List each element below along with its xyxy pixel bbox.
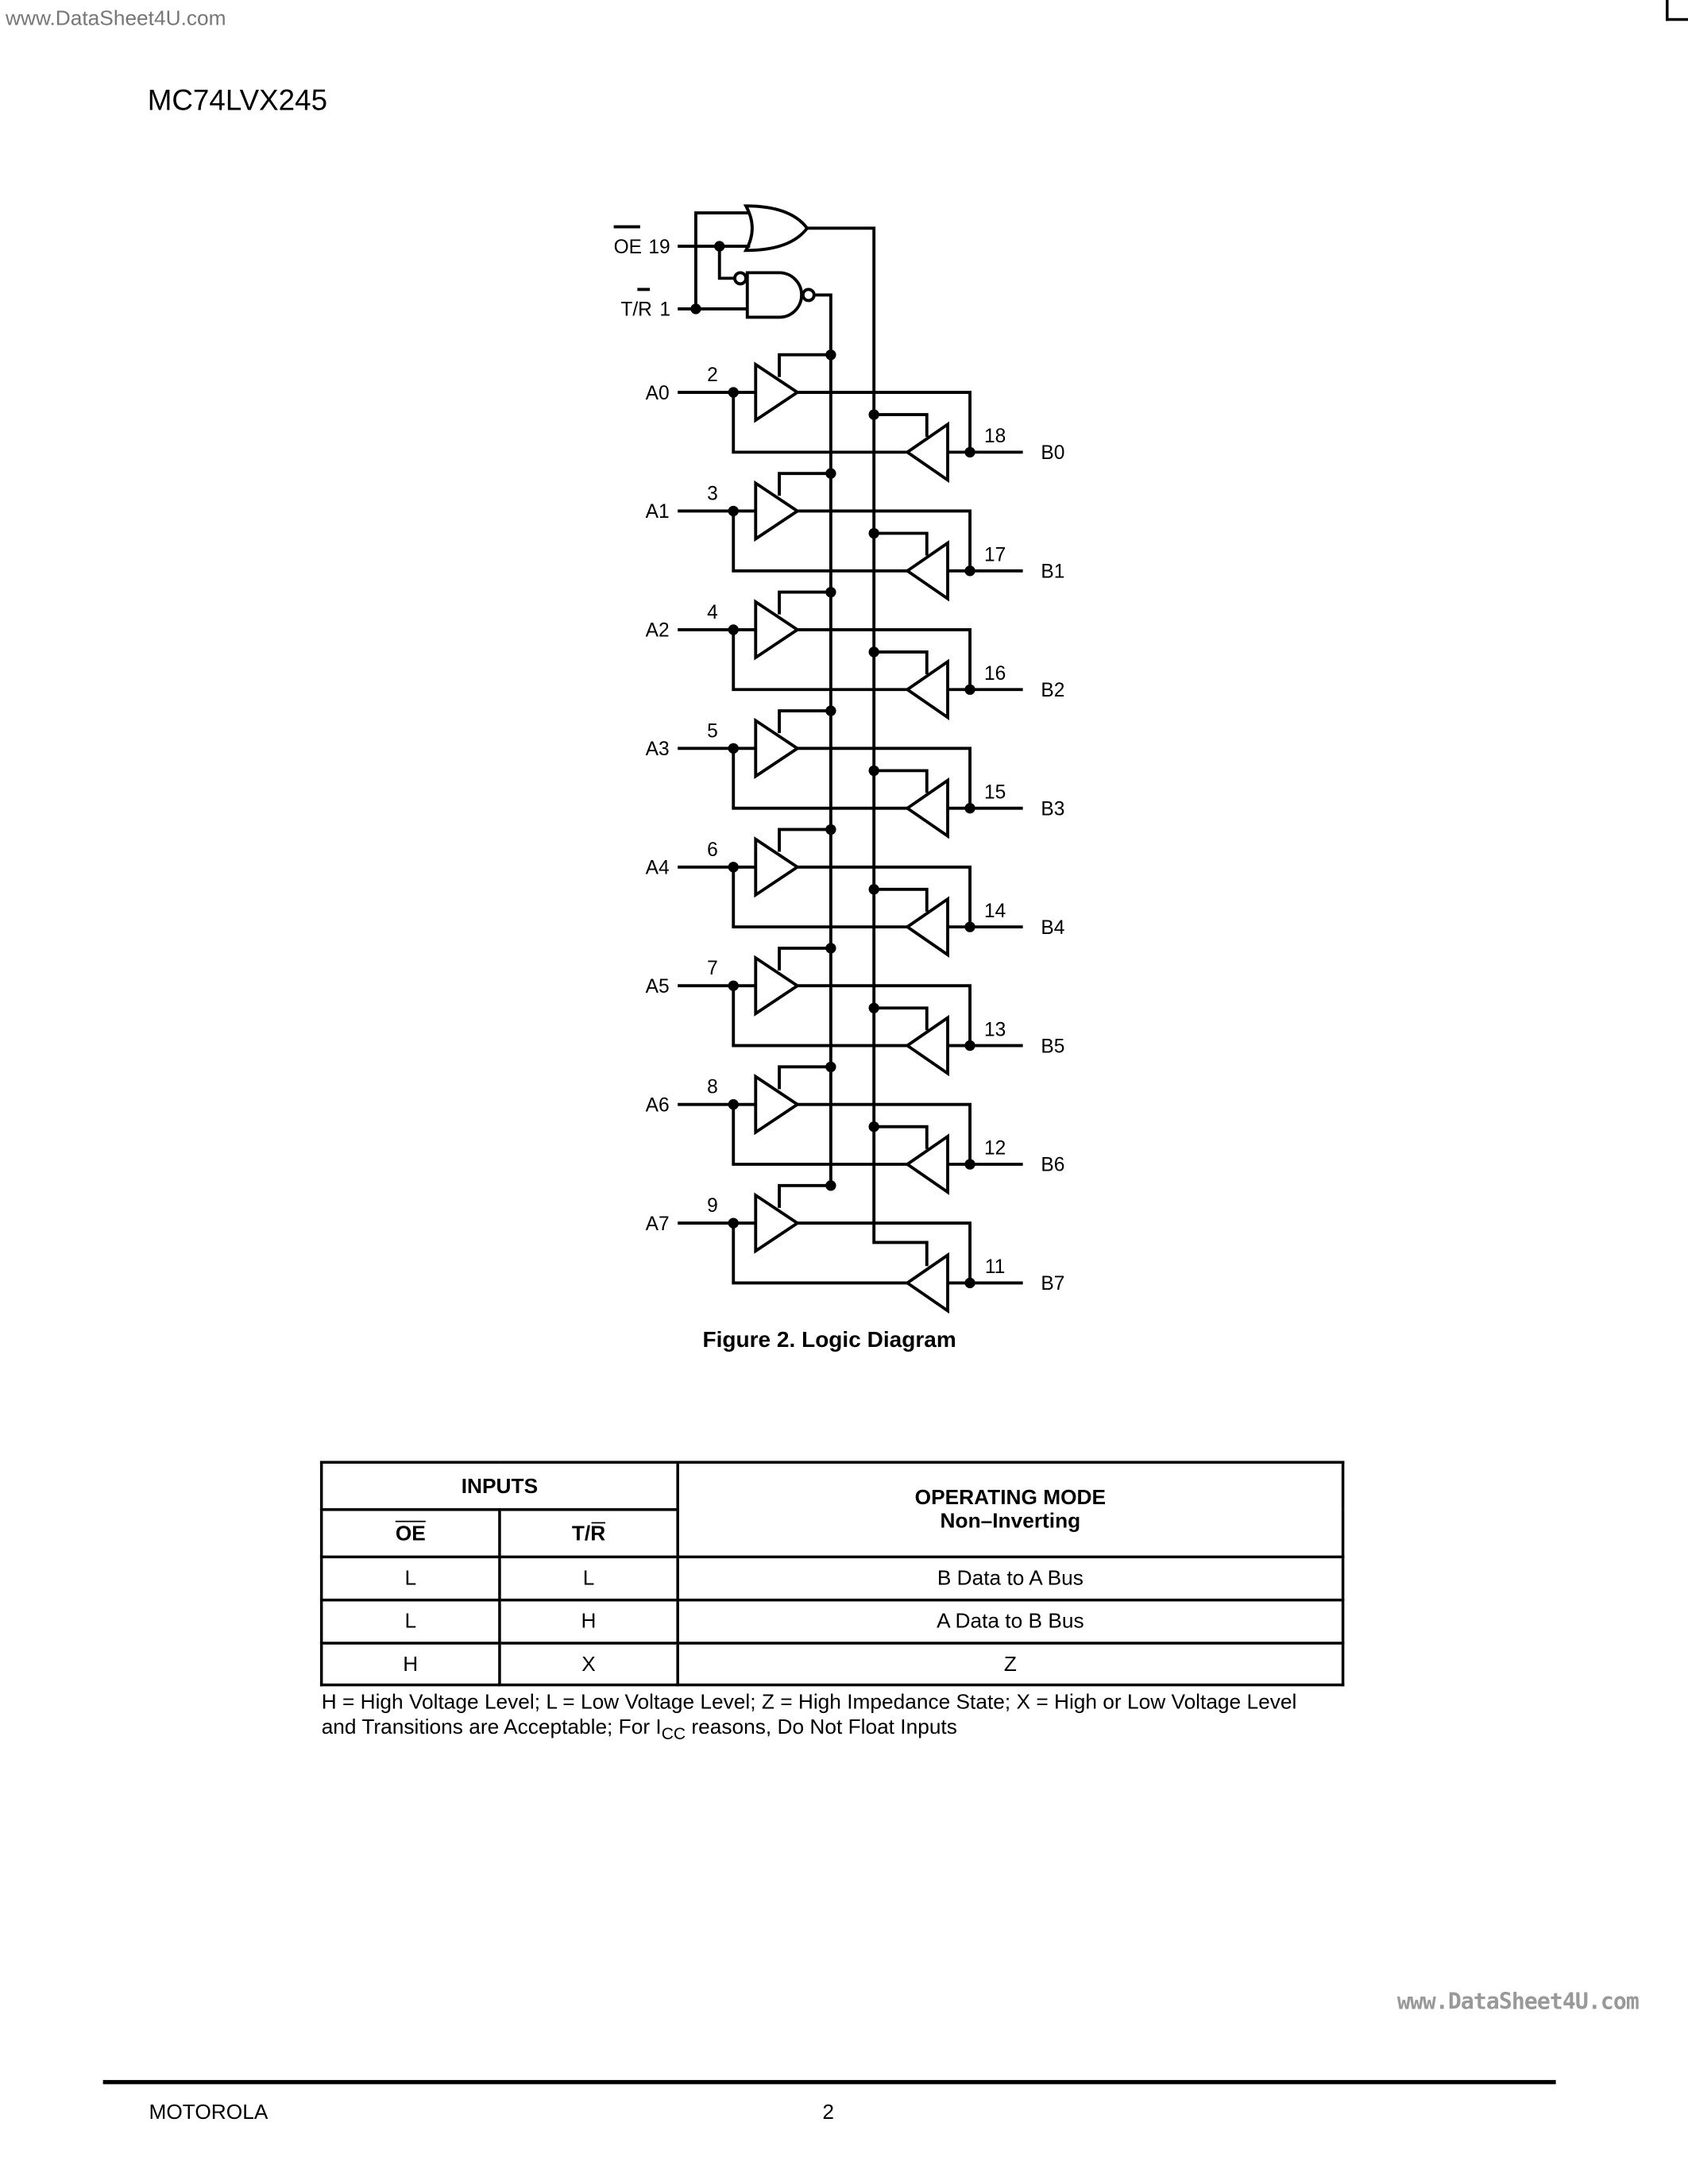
cell-oe: L [322,1557,500,1599]
a-port-label: A6 [645,1094,670,1117]
junction-dot [964,1278,975,1288]
junction-dot [964,565,975,576]
a-to-b-output-wire [798,1223,970,1283]
b-port-label: B6 [1041,1154,1065,1176]
junction-dot [964,803,975,813]
junction-dot [728,862,739,872]
a-port-label: A0 [645,382,670,404]
cell-mode: A Data to B Bus [678,1600,1342,1643]
oe-to-nand-wire [720,246,735,278]
b-pin-number: 18 [983,426,1006,448]
junction-dot [690,303,701,314]
cell-tr: L [500,1557,678,1599]
junction-dot [869,646,879,657]
junction-dot [869,1121,879,1132]
inversion-bubble [735,272,746,284]
oe-pin-number: 19 [648,236,670,258]
a-pin-number: 5 [707,720,718,743]
b-pin-number: 16 [983,662,1006,685]
junction-dot [869,884,879,894]
junction-dot [825,705,836,716]
cell-mode: Z [678,1643,1342,1685]
a-to-b-buffer [755,365,798,420]
b-port-label: B5 [1041,1036,1065,1058]
junction-dot [825,349,836,360]
b-to-a-output-wire [733,867,907,927]
b-port-label: B4 [1041,916,1065,939]
a-port-label: A4 [645,857,670,879]
note-line-1: H = High Voltage Level; L = Low Voltage Level; Z = High Impedance State; X = High or Low Voltage Level [321,1690,1297,1715]
note-subscript: CC [661,1723,686,1744]
or-gate [746,206,807,250]
a-pin-number: 9 [707,1195,718,1217]
b-pin-number: 15 [983,781,1006,804]
buffer-enable-wire [779,1067,831,1089]
a-pin-number: 3 [707,483,718,505]
b-to-a-output-wire [733,1223,907,1283]
cell-mode: B Data to A Bus [678,1557,1342,1599]
b-pin-number: 12 [983,1137,1006,1160]
function-table [320,1461,1344,1686]
a-to-b-output-wire [798,511,970,570]
document-title: MC74LVX245 [147,84,328,118]
a-port-label: A5 [645,975,670,997]
operating-mode-header [678,1462,1342,1557]
b-port-label: B3 [1041,798,1065,820]
b-pin-number: 11 [984,1256,1006,1279]
tr-label: T/R [620,299,652,321]
a-to-b-buffer [755,602,798,658]
buffer-enable-wire [779,355,831,377]
a-pin-number: 2 [707,365,718,387]
junction-dot [869,528,879,538]
a-to-b-buffer [755,720,798,776]
a-pin-number: 6 [707,839,718,861]
buffer-enable-wire [779,829,831,851]
buffer-enable-wire [874,1008,927,1030]
operating-mode-subtitle: Non–Inverting [940,1509,1081,1534]
table-row [322,1557,1343,1599]
a-pin-number: 8 [707,1076,718,1098]
a-to-b-output-wire [798,1105,970,1164]
buffer-enable-wire [779,948,831,970]
table-row [322,1643,1343,1685]
note-text: reasons, Do Not Float Inputs [686,1715,957,1739]
a-to-b-enable-bus [814,295,831,1183]
a-to-b-output-wire [798,867,970,927]
buffer-enable-wire [779,592,831,615]
junction-dot [728,387,739,397]
buffer-enable-wire [874,415,927,437]
buffer-enable-wire [779,711,831,733]
a-to-b-buffer [755,483,798,538]
junction-dot [869,766,879,776]
b-port-label: B0 [1041,442,1065,465]
footer-company: MOTOROLA [149,2101,268,2125]
a-to-b-buffer [755,839,798,895]
buffer-enable-wire [874,652,927,674]
junction-dot [825,824,836,835]
junction-dot [869,409,879,419]
b-to-a-output-wire [733,986,907,1045]
cell-oe: L [322,1600,500,1643]
junction-dot [714,241,724,251]
a-to-b-buffer [755,1195,798,1251]
a-to-b-buffer [755,1077,798,1133]
table-notes [322,1691,1297,1746]
cell-oe: H [322,1643,500,1685]
b-pin-number: 13 [983,1019,1006,1041]
a-to-b-output-wire [798,392,970,452]
b-to-a-output-wire [733,511,907,570]
junction-dot [728,1099,739,1109]
buffer-enable-wire [874,770,927,793]
junction-dot [825,587,836,597]
buffer-enable-wire [874,1127,927,1149]
cell-tr: H [500,1600,678,1643]
junction-dot [728,981,739,991]
junction-dot [825,469,836,479]
table-row [322,1600,1343,1643]
a-port-label: A3 [645,739,670,761]
a-port-label: A7 [645,1213,670,1235]
junction-dot [869,1003,879,1013]
a-port-label: A1 [645,501,670,523]
note-line-2 [322,1715,1297,1746]
b-to-a-output-wire [733,1105,907,1164]
operating-mode-title: OPERATING MODE [914,1486,1107,1510]
figure-caption: Figure 2. Logic Diagram [702,1329,956,1352]
junction-dot [728,506,739,516]
nand-gate [747,272,802,317]
junction-dot [964,921,975,932]
inversion-bubble [803,289,814,300]
b-port-label: B2 [1041,680,1065,702]
a-port-label: A2 [645,619,670,642]
b-to-a-output-wire [733,748,907,808]
b-port-label: B1 [1041,561,1065,583]
b-pin-number: 14 [983,900,1006,922]
tr-pin-number: 1 [659,299,671,321]
cell-tr: X [500,1643,678,1685]
watermark-bottom[interactable]: www.DataSheet4U.com [1396,1988,1639,2015]
junction-dot [964,685,975,695]
junction-dot [964,1159,975,1169]
watermark-top[interactable]: www.DataSheet4U.com [6,6,226,31]
tr-to-or-wire [696,213,750,309]
junction-dot [825,1062,836,1072]
buffer-enable-wire [779,473,831,496]
b-port-label: B7 [1041,1273,1065,1295]
buffer-enable-wire [874,889,927,912]
buffer-enable-wire [779,1186,831,1208]
page-number: 2 [822,2101,834,2125]
b-to-a-output-wire [733,630,907,689]
b-to-a-output-wire [733,392,907,452]
oe-label: OE [613,236,643,258]
junction-dot [964,447,975,457]
junction-dot [728,624,739,635]
col-tr: T/R [571,1521,606,1545]
a-to-b-output-wire [798,748,970,808]
a-to-b-output-wire [798,630,970,689]
junction-dot [728,1217,739,1228]
a-pin-number: 7 [707,958,718,980]
col-oe: $\overline{OE}$ [395,1521,426,1545]
inputs-header: INPUTS [322,1462,678,1510]
note-text: and Transitions are Acceptable; For I [321,1715,662,1739]
a-to-b-buffer [755,958,798,1013]
footer-rule [103,2080,1556,2084]
junction-dot [825,1180,836,1190]
junction-dot [825,943,836,953]
b-pin-number: 17 [983,544,1006,566]
a-pin-number: 4 [707,601,718,623]
a-to-b-output-wire [798,986,970,1045]
buffer-enable-wire [874,534,927,556]
junction-dot [964,1040,975,1051]
junction-dot [728,743,739,754]
